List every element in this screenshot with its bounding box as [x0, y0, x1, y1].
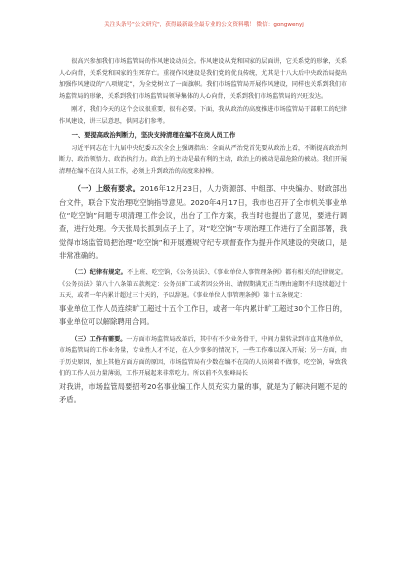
paragraph-need-cont: 对我讲，市场监管局要招考20名事业编工作人员充实力量的事，就是为了解决问题不足的矛盾。: [59, 381, 347, 405]
section-heading-1: 一、要提高政治判断力，坚决支持清理在编不在岗人员工作: [71, 131, 236, 139]
text-need: 一方面市场监管局改革后，其中有不少业务骨干，中间力量转录到市直其他单位，市场监管局的工作业务量，专业性人才不足，在人少事多的情况下，一些工作难以深入开展；另一方面，由于历史原因，加上其他方面方面的原因，市场监管局有少数在编不在岗的人员闲着不做事，吃空饷，导致我们的工作人员力量薄弱，工作开展起来非常吃力。所以前不久张峰局长: [59, 335, 348, 378]
paragraph-discipline-cont: 事业单位工作人员连续旷工超过十五个工作日，或者一年内累计旷工超过30个工作日的，事业单位可以解除聘用合同。: [59, 303, 347, 327]
paragraph-overview: 刚才，我们今天的这个会议很重要，很有必要。下面，我从政治的高度推进市场监管局干部职工的纪律作风建设，讲三层意思，供同志们参考。: [59, 106, 347, 125]
paragraph-requirement: [59, 182, 347, 262]
lead-requirement: （一）上级有要求。: [73, 184, 140, 194]
document-body: [59, 56, 347, 406]
paragraph-discipline: [59, 267, 347, 302]
text-requirement: 2016年12月23日，人力资源部、中组部、中央编办、财政部出台文件，联合下发治理吃空饷指导意见。2020年4月17日，我市也召开了全市机关事业单位“吃空饷”问题专项清理工作会议，出台了工作方案，我当时也提出了意见，要进行调查，进行处理。今天张局长抓到点子上了，对“吃空饷”专项治理工作进行了全面部署，我觉得市场监管局把治理“吃空饷”和开展遵规守纪专项督查作为提升作风建设的突破口，是非常准确的。: [59, 184, 348, 260]
paragraph-intro: 很高兴参加我们市场监管局的作风建设动员会。作风建设从党和国家的层面讲，它关系党的形象，关系人心向背，关系党和国家的生死存亡。重视作风建设是我们党的优良传统，尤其是十八大后中央政治局提出加强作风建设的“八项规定”，为全党树立了一面旗帜。我们市场监管局开展作风建设，同样也关系到我们市场监管局的形象，关系到我们市场监管局领导集体的人心向背，关系到我们市场监管局的兴旺发达。: [59, 58, 347, 100]
text-discipline: 不上班、吃空饷，《公务员法》、《事业单位人事管理条例》都有相关的纪律规定。《公务员法》第八十八条第五款规定：公务员旷工或者因公外出、请假期满无正当理由逾期不归连续超过十五天，或者一年内累计超过三十天的，予以辞退。《事业单位人事管理条例》第十五条规定：: [59, 269, 347, 300]
lead-discipline: （二）纪律有规定。: [71, 269, 127, 277]
paragraph-political: 习近平同志在十九届中央纪委五次全会上强调指出：全面从严治党首先要从政治上看，不断提高政治判断力、政治领悟力、政治执行力。政治上的主动是最有利的主动，政治上的被动是最危险的被动。我们开展清理在编不在岗人员工作，必须上升到政治的高度来掉棒。: [59, 144, 347, 175]
paragraph-need: [59, 334, 347, 380]
lead-need: （三）工作有需要。: [71, 335, 127, 343]
promo-banner: 关注头条号"公文研究"，获得最新最全最专业的公文资料哦！ 微信：gongwenyj: [104, 22, 304, 28]
